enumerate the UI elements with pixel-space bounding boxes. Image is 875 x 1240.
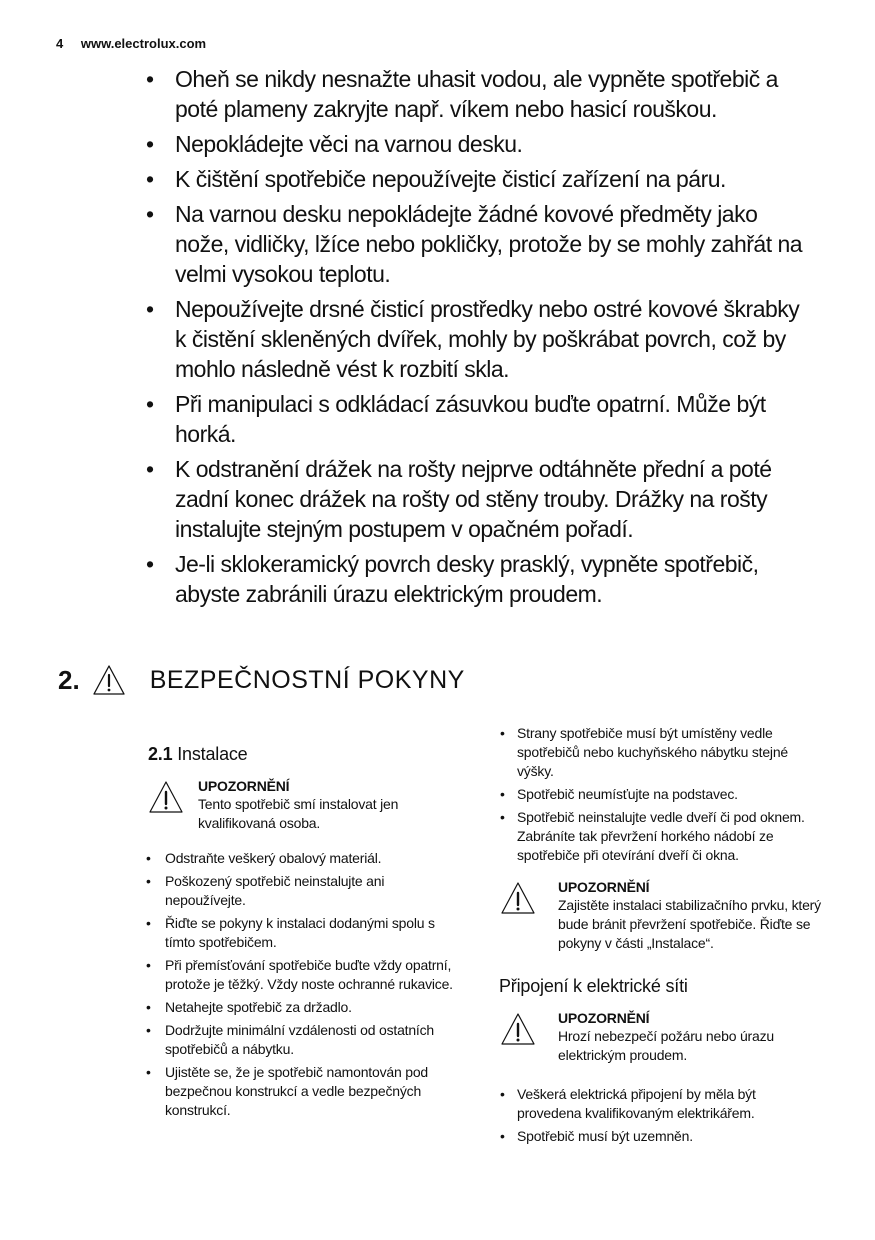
warning-box — [500, 879, 822, 953]
list-item: • Na varnou desku nepokládejte žádné kovové předměty jako nože, vidličky, lžíce nebo pokličky, protože by se mohly zahřát na velmi vysokou teplotu. — [145, 199, 815, 289]
warning-title: UPOZORNĚNÍ — [558, 879, 650, 895]
right-column — [497, 724, 822, 1150]
list-item: • Odstraňte veškerý obalový materiál. — [138, 849, 468, 868]
subsection-heading — [148, 745, 468, 764]
warning-box — [148, 778, 468, 833]
section-number: 2. — [58, 664, 80, 695]
list-item: • Spotřebič neinstalujte vedle dveří či pod oknem. Zabráníte tak převržení horkého nádobí ze spotřebiče při otevírání dveří či okna. — [497, 808, 822, 865]
list-item: • Je-li sklokeramický povrch desky prasklý, vypněte spotřebič, abyste zabránili úrazu elektrickým proudem. — [145, 549, 815, 609]
warning-icon — [500, 881, 536, 915]
subsection-title: Připojení k elektrické síti — [499, 976, 688, 996]
warning-text: Hrozí nebezpečí požáru nebo úrazu elektrickým proudem. — [558, 1028, 774, 1063]
warning-icon — [500, 1012, 536, 1046]
list-item: • K čištění spotřebiče nepoužívejte čisticí zařízení na páru. — [145, 164, 815, 194]
list-item: • Netahejte spotřebič za držadlo. — [138, 998, 468, 1017]
list-item: • Spotřebič musí být uzemněn. — [497, 1127, 822, 1146]
list-item: • Oheň se nikdy nesnažte uhasit vodou, ale vypněte spotřebič a poté plameny zakryjte např. víkem nebo hasicí rouškou. — [145, 64, 815, 124]
installation-list — [138, 849, 468, 1120]
installation-list-continued — [497, 724, 822, 865]
list-item: • Spotřebič neumísťujte na podstavec. — [497, 785, 822, 804]
list-item: • Při manipulaci s odkládací zásuvkou buďte opatrní. Může být horká. — [145, 389, 815, 449]
list-item: • K odstranění drážek na rošty nejprve odtáhněte přední a poté zadní konec drážek na rošty od stěny trouby. Drážky na rošty instalujte stejným postupem v opačném pořadí. — [145, 454, 815, 544]
warning-text: Tento spotřebič smí instalovat jen kvalifikovaná osoba. — [198, 796, 399, 831]
list-item: • Ujistěte se, že je spotřebič namontován pod bezpečnou konstrukcí a vedle bezpečných konstrukcí. — [138, 1063, 468, 1120]
subsection-title: Instalace — [177, 744, 248, 764]
page-number: 4 — [56, 36, 64, 51]
warning-box — [500, 1010, 822, 1065]
section-title: BEZPEČNOSTNÍ POKYNY — [149, 665, 465, 694]
safety-list — [145, 64, 815, 614]
list-item: • Nepoužívejte drsné čisticí prostředky nebo ostré kovové škrabky k čistění skleněných dvířek, mohly by poškrábat povrch, což by mohlo následně vést k rozbití skla. — [145, 294, 815, 384]
list-item: • Strany spotřebiče musí být umístěny vedle spotřebičů nebo kuchyňského nábytku stejné výšky. — [497, 724, 822, 781]
list-item: • Nepokládejte věci na varnou desku. — [145, 129, 815, 159]
website-link[interactable]: www.electrolux.com — [80, 36, 207, 51]
list-item: • Při přemísťování spotřebiče buďte vždy opatrní, protože je těžký. Vždy noste ochranné rukavice. — [138, 956, 468, 994]
warning-title: UPOZORNĚNÍ — [558, 1010, 650, 1026]
electrical-list — [497, 1085, 822, 1146]
list-item: • Dodržujte minimální vzdálenosti od ostatních spotřebičů a nábytku. — [138, 1021, 468, 1059]
list-item: • Poškozený spotřebič neinstalujte ani nepoužívejte. — [138, 872, 468, 910]
subsection-number: 2.1 — [148, 744, 173, 764]
page-header — [56, 36, 206, 51]
left-column — [138, 745, 468, 1124]
warning-title: UPOZORNĚNÍ — [198, 778, 290, 794]
section-heading — [58, 660, 465, 700]
warning-icon — [92, 664, 126, 696]
warning-text: Zajistěte instalaci stabilizačního prvku, který bude bránit převržení spotřebiče. Řiďte se pokyny v části „Instalace“. — [558, 897, 821, 951]
list-item: • Řiďte se pokyny k instalaci dodanými spolu s tímto spotřebičem. — [138, 914, 468, 952]
warning-icon — [148, 780, 184, 814]
list-item: • Veškerá elektrická připojení by měla být provedena kvalifikovaným elektrikářem. — [497, 1085, 822, 1123]
